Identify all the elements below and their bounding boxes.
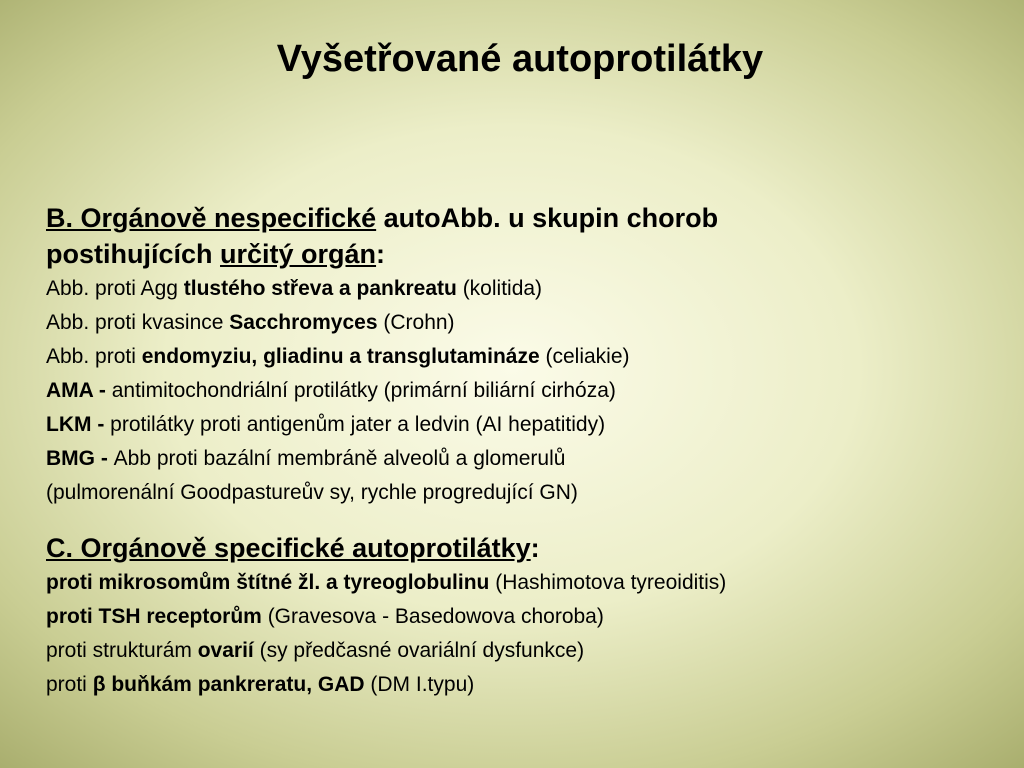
item-bold: endomyziu, gliadinu a transglutamináze	[141, 345, 540, 368]
list-item	[46, 374, 1006, 408]
section-b-heading-text: autoAbb. u skupin chorob	[376, 203, 719, 233]
section-b-heading-colon: :	[376, 239, 386, 269]
item-bold: proti TSH receptorům	[46, 605, 262, 628]
item-text: (Hashimotova tyreoiditis)	[489, 571, 727, 594]
section-b-heading	[46, 200, 1006, 236]
item-bold: proti mikrosomům štítné žl. a tyreoglobulinu	[46, 571, 490, 594]
item-text: (DM I.typu)	[364, 673, 475, 696]
section-b-heading-underlined: B. Orgánově nespecifické	[46, 203, 377, 233]
list-item	[46, 634, 1006, 668]
list-item	[46, 476, 1006, 510]
list-item	[46, 600, 1006, 634]
item-bold: ovarií	[197, 639, 254, 662]
item-bold: tlustého střeva a pankreatu	[183, 277, 457, 300]
section-b-heading-line2	[46, 236, 1006, 272]
section-c-heading-underlined: C. Orgánově specifické autoprotilátky	[46, 533, 531, 563]
section-b-heading-text2: postihujících	[46, 239, 221, 269]
list-item	[46, 408, 1006, 442]
item-text: Abb. proti Agg	[46, 277, 184, 300]
section-spacer	[46, 510, 1006, 530]
item-text: Abb proti bazální membráně alveolů a glomerulů	[113, 447, 566, 470]
item-text: (kolitida)	[456, 277, 543, 300]
item-bold: LKM -	[46, 413, 111, 436]
list-item	[46, 340, 1006, 374]
item-text: proti strukturám	[46, 639, 198, 662]
list-item	[46, 668, 1006, 702]
list-item	[46, 566, 1006, 600]
item-text: Abb. proti	[46, 345, 142, 368]
section-c-heading	[46, 530, 1006, 566]
list-item	[46, 442, 1006, 476]
item-bold: AMA -	[46, 379, 112, 402]
item-bold: BMG -	[46, 447, 114, 470]
slide-content	[46, 200, 1006, 702]
list-item	[46, 272, 1006, 306]
item-bold: β buňkám pankreratu, GAD	[92, 673, 365, 696]
item-text: (Gravesova - Basedowova choroba)	[261, 605, 604, 628]
item-text: Abb. proti kvasince	[46, 311, 230, 334]
slide-title: Vyšetřované autoprotilátky	[276, 38, 764, 80]
item-bold: Sacchromyces	[229, 311, 378, 334]
item-text: (pulmorenální Goodpastureův sy, rychle progredující GN)	[46, 481, 578, 504]
section-b-heading-underlined2: určitý orgán	[220, 239, 377, 269]
item-text: protilátky proti antigenům jater a ledvin (AI hepatitidy)	[110, 413, 606, 436]
item-text: antimitochondriální protilátky (primární biliární cirhóza)	[111, 379, 616, 402]
item-text: proti	[46, 673, 93, 696]
section-c-heading-colon: :	[530, 533, 540, 563]
item-text: (celiakie)	[539, 345, 630, 368]
item-text: (Crohn)	[377, 311, 455, 334]
item-text: (sy předčasné ovariální dysfunkce)	[253, 639, 585, 662]
list-item	[46, 306, 1006, 340]
